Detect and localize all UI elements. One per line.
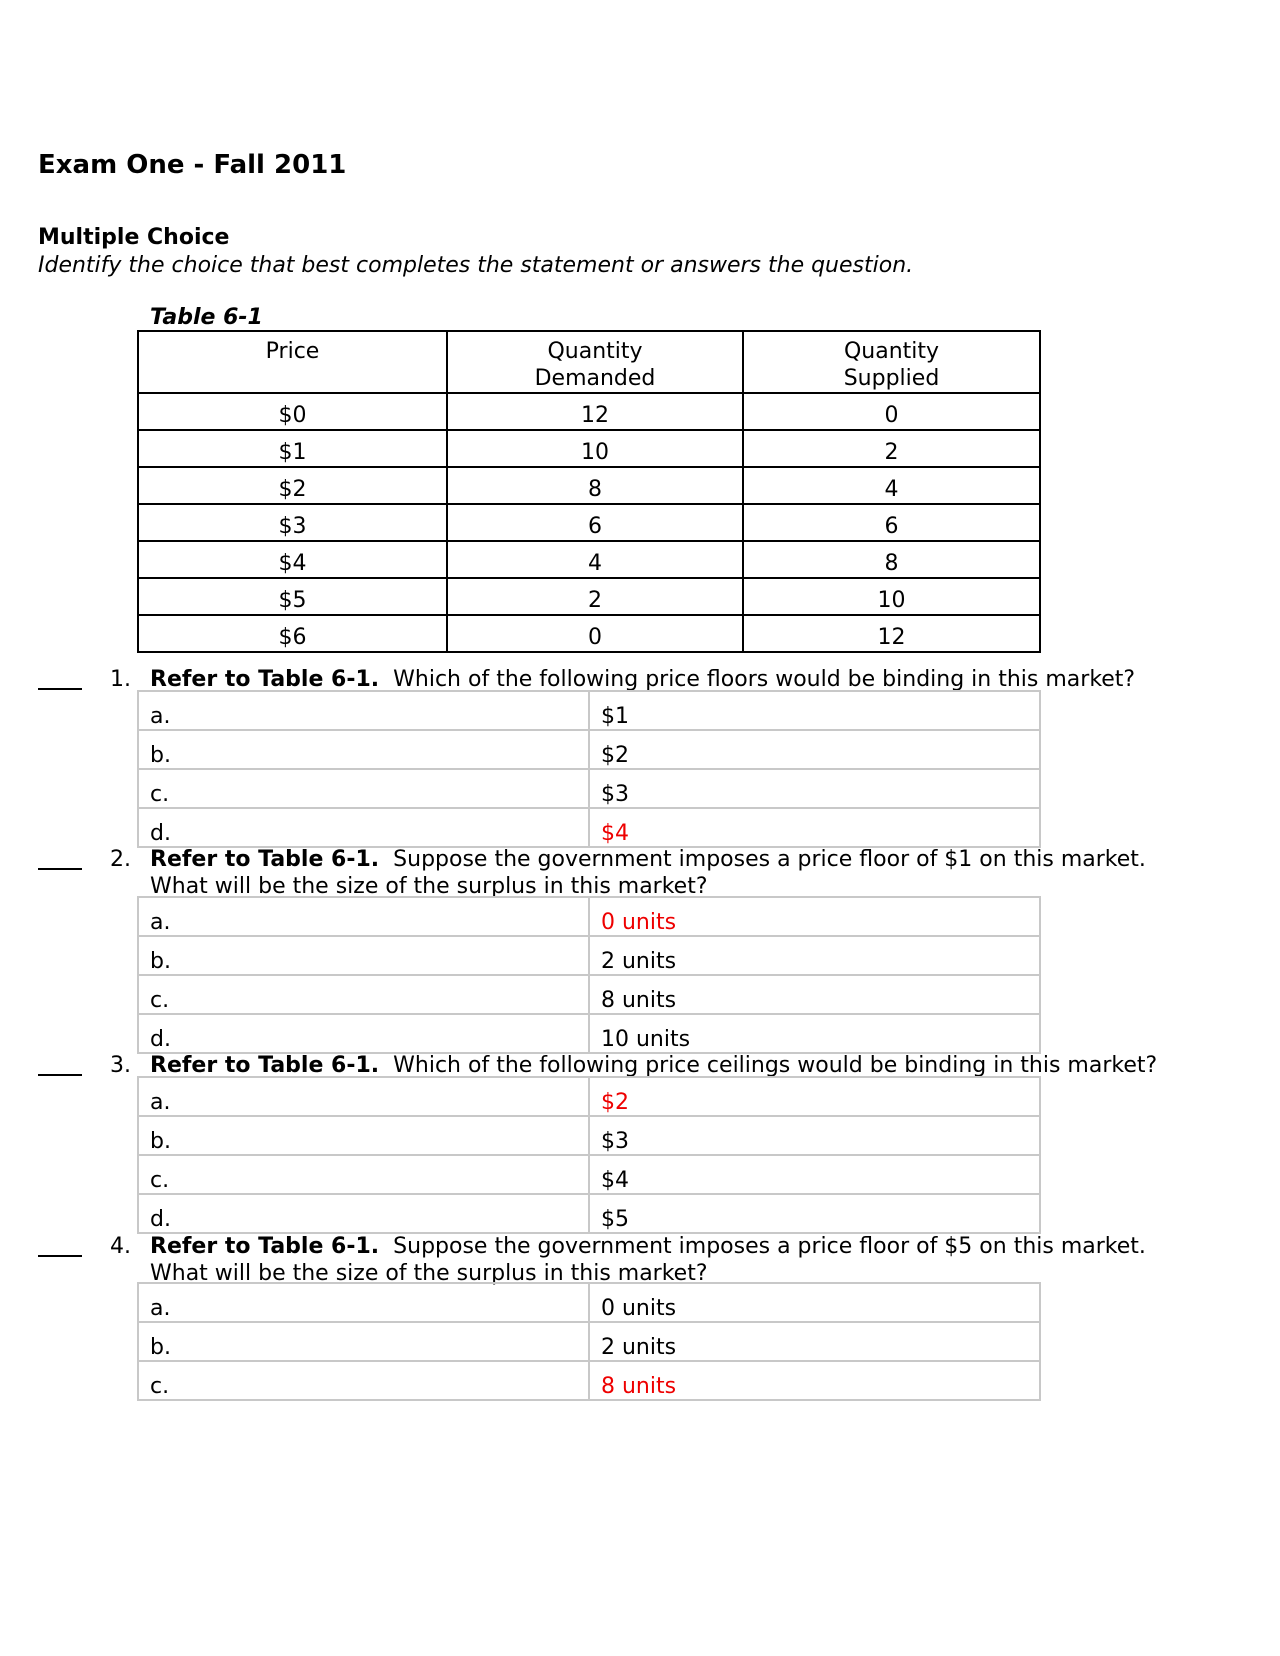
- cell-quantity-demanded: 8: [447, 467, 743, 504]
- cell-quantity-supplied: 12: [743, 615, 1040, 652]
- cell-price: $3: [138, 504, 447, 541]
- choice-text-correct: 8 units: [589, 1361, 1040, 1400]
- choice-text: 10 units: [589, 1014, 1040, 1053]
- table-row: [138, 615, 1040, 652]
- choice-row[interactable]: [138, 1361, 1040, 1400]
- answer-blank[interactable]: [38, 1074, 82, 1076]
- cell-quantity-supplied: 6: [743, 504, 1040, 541]
- cell-quantity-supplied: 8: [743, 541, 1040, 578]
- choice-text-correct: $4: [589, 808, 1040, 847]
- choice-letter: d.: [138, 1194, 589, 1233]
- choice-text-correct: $2: [589, 1077, 1040, 1116]
- choice-text-correct: 0 units: [589, 897, 1040, 936]
- table-row: [138, 467, 1040, 504]
- choice-text: 8 units: [589, 975, 1040, 1014]
- choice-row[interactable]: [138, 1194, 1040, 1233]
- choice-text: $4: [589, 1155, 1040, 1194]
- choice-row[interactable]: [138, 975, 1040, 1014]
- choice-text: $1: [589, 691, 1040, 730]
- table-row: [138, 578, 1040, 615]
- choice-text: 2 units: [589, 1322, 1040, 1361]
- cell-quantity-demanded: 4: [447, 541, 743, 578]
- cell-price: $2: [138, 467, 447, 504]
- choice-letter: c.: [138, 975, 589, 1014]
- cell-price: $1: [138, 430, 447, 467]
- cell-quantity-supplied: 0: [743, 393, 1040, 430]
- section-title: Multiple Choice: [38, 225, 230, 250]
- question-text: [150, 666, 1135, 693]
- answer-blank[interactable]: [38, 688, 82, 690]
- choice-letter: c.: [138, 1155, 589, 1194]
- choice-text: $3: [589, 1116, 1040, 1155]
- choice-letter: b.: [138, 1322, 589, 1361]
- question-reference: Refer to Table 6-1.: [150, 847, 380, 872]
- choice-table: [137, 690, 1041, 848]
- choice-row[interactable]: [138, 1116, 1040, 1155]
- table-header-row: [138, 331, 1040, 393]
- question-reference: Refer to Table 6-1.: [150, 667, 380, 692]
- choice-row[interactable]: [138, 1322, 1040, 1361]
- choice-letter: a.: [138, 1283, 589, 1322]
- choice-letter: b.: [138, 936, 589, 975]
- cell-quantity-demanded: 0: [447, 615, 743, 652]
- table-caption: Table 6-1: [150, 305, 263, 330]
- choice-text: $3: [589, 769, 1040, 808]
- question-line: What will be the size of the surplus in this market?: [150, 1261, 708, 1286]
- choice-letter: a.: [138, 897, 589, 936]
- choice-letter: d.: [138, 808, 589, 847]
- choice-row[interactable]: [138, 1014, 1040, 1053]
- cell-quantity-demanded: 2: [447, 578, 743, 615]
- cell-quantity-demanded: 10: [447, 430, 743, 467]
- choice-letter: b.: [138, 1116, 589, 1155]
- question-line: Which of the following price ceilings would be binding in this market?: [393, 1053, 1158, 1078]
- cell-price: $4: [138, 541, 447, 578]
- choice-row[interactable]: [138, 730, 1040, 769]
- choice-row[interactable]: [138, 1155, 1040, 1194]
- instructions: Identify the choice that best completes the statement or answers the question.: [38, 253, 914, 278]
- question-number: 3.: [110, 1053, 131, 1078]
- cell-price: $5: [138, 578, 447, 615]
- question-number: 1.: [110, 667, 131, 692]
- question-line: Which of the following price floors would be binding in this market?: [393, 667, 1136, 692]
- cell-price: $6: [138, 615, 447, 652]
- choice-row[interactable]: [138, 936, 1040, 975]
- cell-quantity-demanded: 6: [447, 504, 743, 541]
- question-number: 4.: [110, 1234, 131, 1259]
- choice-row[interactable]: [138, 769, 1040, 808]
- table-row: [138, 504, 1040, 541]
- cell-quantity-supplied: 2: [743, 430, 1040, 467]
- choice-letter: d.: [138, 1014, 589, 1053]
- choice-text: 0 units: [589, 1283, 1040, 1322]
- choice-letter: a.: [138, 1077, 589, 1116]
- question-reference: Refer to Table 6-1.: [150, 1053, 380, 1078]
- question-text: [150, 1233, 1146, 1287]
- choice-row[interactable]: [138, 808, 1040, 847]
- header-price: Price: [138, 331, 447, 393]
- question-text: [150, 1052, 1157, 1079]
- cell-quantity-supplied: 4: [743, 467, 1040, 504]
- header-quantity-demanded: Quantity Demanded: [447, 331, 743, 393]
- question-text: [150, 846, 1146, 900]
- question-line: What will be the size of the surplus in this market?: [150, 874, 708, 899]
- question-number: 2.: [110, 847, 131, 872]
- table-row: [138, 541, 1040, 578]
- choice-row[interactable]: [138, 1283, 1040, 1322]
- answer-blank[interactable]: [38, 868, 82, 870]
- question-reference: Refer to Table 6-1.: [150, 1234, 380, 1259]
- choice-letter: b.: [138, 730, 589, 769]
- question-line: Suppose the government imposes a price floor of $1 on this market.: [393, 847, 1146, 872]
- choice-letter: c.: [138, 1361, 589, 1400]
- choice-letter: c.: [138, 769, 589, 808]
- exam-title: Exam One - Fall 2011: [38, 150, 347, 180]
- table-row: [138, 393, 1040, 430]
- choice-text: 2 units: [589, 936, 1040, 975]
- supply-demand-table: [137, 330, 1041, 653]
- cell-quantity-supplied: 10: [743, 578, 1040, 615]
- choice-row[interactable]: [138, 1077, 1040, 1116]
- question-line: Suppose the government imposes a price floor of $5 on this market.: [393, 1234, 1146, 1259]
- choice-row[interactable]: [138, 691, 1040, 730]
- choice-text: $5: [589, 1194, 1040, 1233]
- cell-quantity-demanded: 12: [447, 393, 743, 430]
- header-quantity-supplied: Quantity Supplied: [743, 331, 1040, 393]
- choice-text: $2: [589, 730, 1040, 769]
- choice-letter: a.: [138, 691, 589, 730]
- choice-table: [137, 1282, 1041, 1401]
- choice-table: [137, 896, 1041, 1054]
- cell-price: $0: [138, 393, 447, 430]
- choice-table: [137, 1076, 1041, 1234]
- answer-blank[interactable]: [38, 1255, 82, 1257]
- choice-row[interactable]: [138, 897, 1040, 936]
- table-row: [138, 430, 1040, 467]
